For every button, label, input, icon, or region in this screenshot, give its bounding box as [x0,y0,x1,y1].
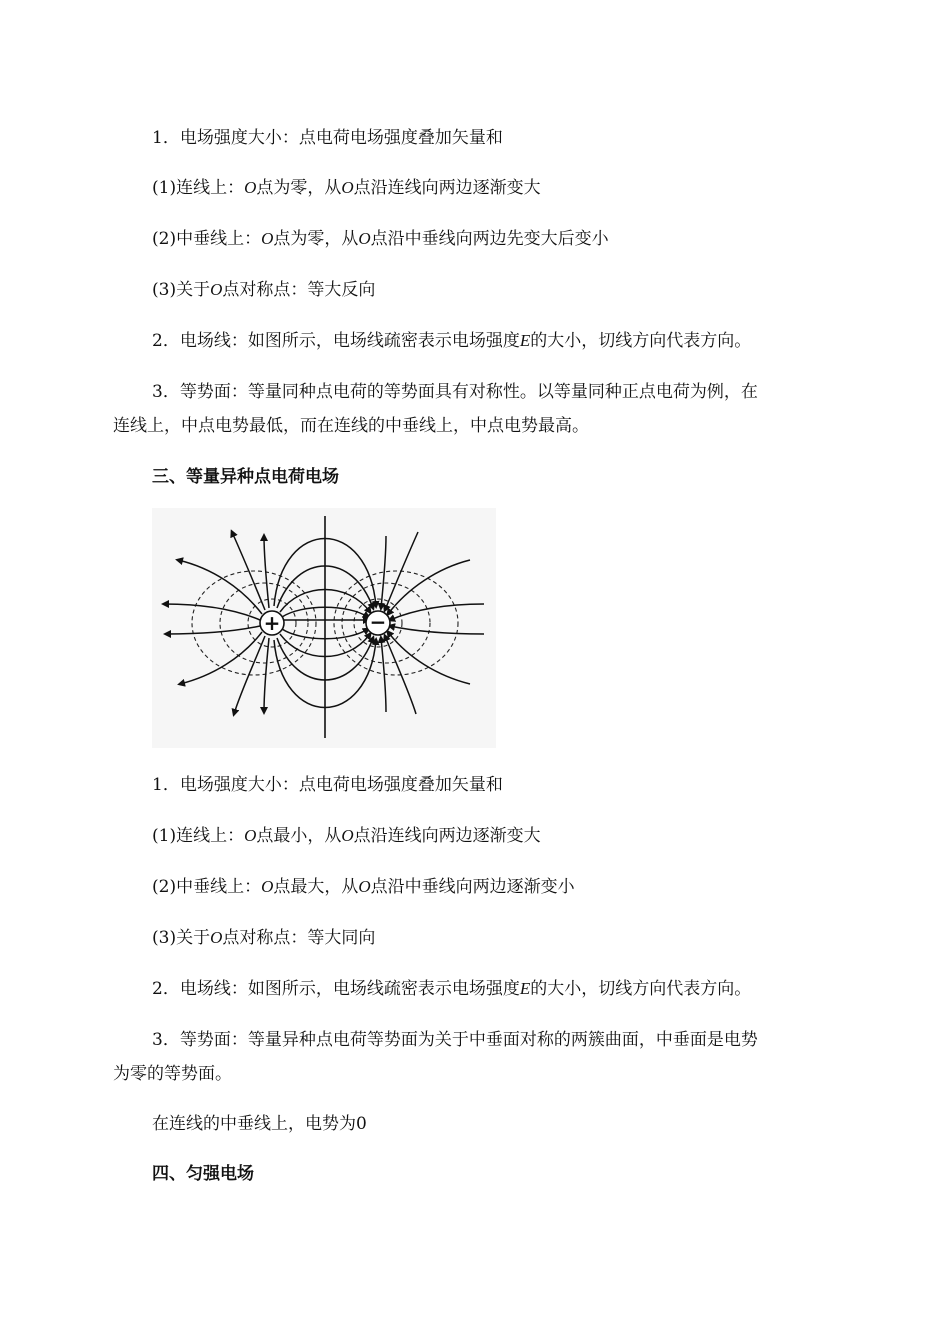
text: 2．电场线：如图所示，电场线疏密表示电场强度 [152,979,520,999]
text: 3．等势面：等量同种点电荷的等势面具有对称性。以等量同种正点电荷为例，在 [152,382,758,402]
positive-charge-label: + [263,611,281,635]
paragraph-field-lines [152,978,751,1000]
text: 点沿连线向两边逐渐变大 [353,178,541,198]
symbol-o: O [358,229,371,248]
equipotential-left [192,571,316,675]
paragraph-equipotential-l1 [152,1029,758,1051]
symbol-e: E [519,979,531,998]
text: 点沿中垂线向两边先变大后变小 [370,229,609,249]
text: (3)关于 [152,280,211,300]
text: 连线上，中点电势最低，而在连线的中垂线上，中点电势最高。 [113,416,589,436]
field-lines-incoming [381,532,484,714]
paragraph-perpendicular [152,876,575,898]
negative-charge [366,610,390,635]
paragraph-equipotential-l1 [152,381,758,403]
text: 1．电场强度大小：点电荷电场强度叠加矢量和 [152,128,503,148]
text: 3．等势面：等量异种点电荷等势面为关于中垂面对称的两簇曲面，中垂面是电势 [152,1030,758,1050]
text: (2)中垂线上： [152,229,262,249]
symbol-o: O [210,928,223,947]
paragraph-potential-zero [152,1113,367,1135]
text: 点沿中垂线向两边逐渐变小 [370,877,575,897]
symbol-o: O [261,229,274,248]
positive-charge [260,611,284,635]
text: 点对称点：等大反向 [222,280,376,300]
paragraph-symmetric [152,279,375,301]
text: 点最大，从 [273,877,359,897]
symbol-o: O [341,826,354,845]
paragraph-on-line [152,825,541,847]
text: (1)连线上： [152,826,245,846]
field-lines-diagram [152,508,496,748]
section-heading-opposite-charges: 三、等量异种点电荷电场 [152,467,339,487]
paragraph-field-lines [152,330,751,352]
paragraph-on-line [152,177,541,199]
symbol-o: O [341,178,354,197]
text: 在连线的中垂线上，电势为0 [152,1114,367,1134]
paragraph-symmetric [152,927,375,949]
paragraph-field-strength [152,774,503,796]
equipotential-right [334,571,458,675]
text: 点对称点：等大同向 [222,928,376,948]
text: (1)连线上： [152,178,245,198]
negative-charge-label: − [369,610,387,634]
text: 2．电场线：如图所示，电场线疏密表示电场强度 [152,331,520,351]
section-heading-uniform-field: 四、匀强电场 [152,1164,254,1184]
paragraph-field-strength [152,127,503,149]
paragraph-equipotential-l2 [113,1063,232,1085]
paragraph-equipotential-l2 [113,415,589,437]
symbol-e: E [519,331,531,350]
symbol-o: O [210,280,223,299]
text: 为零的等势面。 [113,1064,232,1084]
text: 点最小，从 [256,826,342,846]
text: 点为零，从 [256,178,342,198]
field-lines-outgoing [164,532,269,714]
text: 的大小，切线方向代表方向。 [530,979,752,999]
text: 点沿连线向两边逐渐变大 [353,826,541,846]
paragraph-perpendicular [152,228,609,250]
text: 1．电场强度大小：点电荷电场强度叠加矢量和 [152,775,503,795]
text: (3)关于 [152,928,211,948]
symbol-o: O [261,877,274,896]
symbol-o: O [244,826,257,845]
symbol-o: O [358,877,371,896]
text: (2)中垂线上： [152,877,262,897]
field-lines-figure [152,508,496,748]
text: 的大小，切线方向代表方向。 [530,331,752,351]
text: 点为零，从 [273,229,359,249]
symbol-o: O [244,178,257,197]
